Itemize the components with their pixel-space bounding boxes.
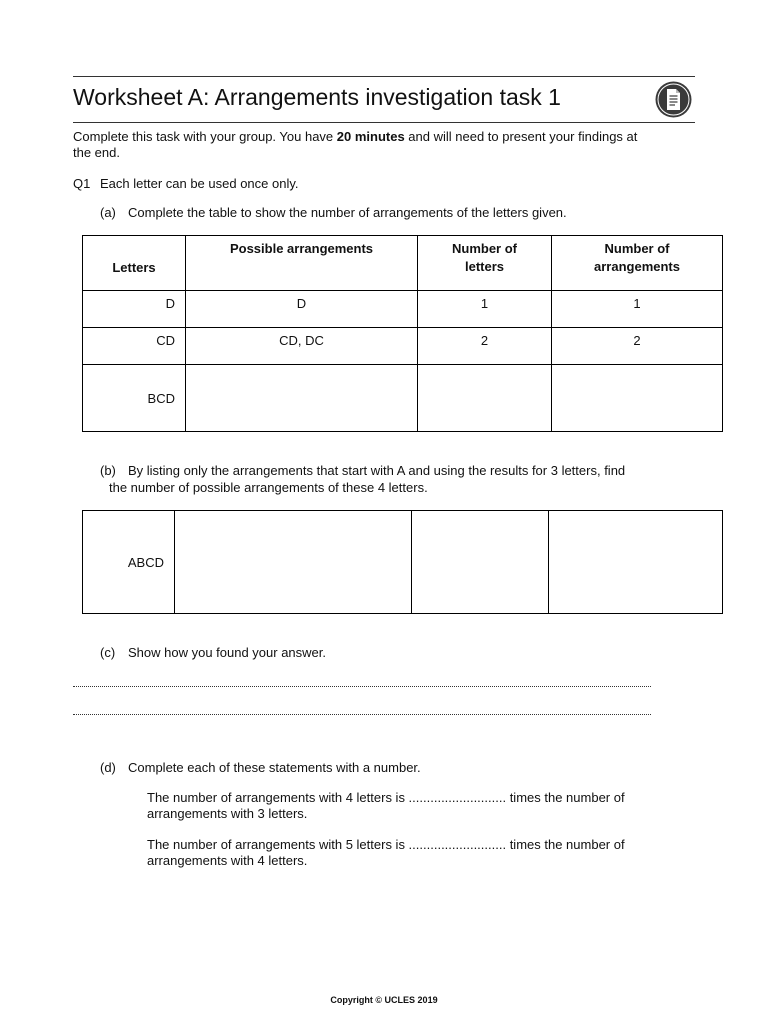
part-d-text: Complete each of these statements with a number. [128,760,421,775]
cell-number-of-letters-input[interactable] [412,511,549,614]
arrangements-table [82,235,723,432]
intro-before: Complete this task with your group. You have [73,129,337,144]
intro-bold: 20 minutes [336,129,405,144]
statement-2-line2: arrangements with 4 letters. [147,853,308,868]
header-na-line2: arrangements [594,259,680,274]
intro-after: and will need to present your findings at [404,129,638,144]
title-rule [73,122,695,123]
header-na-line1: Number of [604,241,670,256]
table-row [83,365,723,432]
cell-letters: BCD [83,365,186,432]
part-b-text-line1: By listing only the arrangements that start with A and using the results for 3 letters, find [128,463,626,478]
copyright-footer: Copyright © UCLES 2019 [330,995,438,1005]
q1-text: Each letter can be used once only. [100,176,299,191]
cell-number-of-arrangements: 2 [552,328,723,365]
cell-number-of-letters-input[interactable] [418,365,552,432]
cell-possible-input[interactable] [175,511,412,614]
part-b-label: (b) [100,463,116,478]
header-letters: Letters [83,236,186,291]
header-nl-line2: letters [464,259,505,274]
cell-possible: D [186,291,418,328]
answer-line-2[interactable] [73,714,651,715]
cell-number-of-arrangements-input[interactable] [549,511,723,614]
cell-number-of-arrangements-input[interactable] [552,365,723,432]
document-icon [655,81,692,118]
table-row [83,511,723,614]
cell-possible-input[interactable] [186,365,418,432]
answer-line-1[interactable] [73,686,651,687]
part-c-label: (c) [100,645,116,660]
part-a-label: (a) [100,205,116,220]
q1-label: Q1 [73,176,91,191]
header-possible: Possible arrangements [186,236,418,291]
intro-text [73,129,637,145]
cell-letters-abcd: ABCD [83,511,175,614]
table-row [83,328,723,365]
top-rule [73,76,695,77]
header-number-of-letters [418,236,552,291]
part-d-label: (d) [100,760,116,775]
statement-1-line1: The number of arrangements with 4 letters is ........................... times the number of [147,790,625,805]
abcd-table [82,510,723,614]
statement-1-line2: arrangements with 3 letters. [147,806,308,821]
table-row [83,291,723,328]
statement-2-line1: The number of arrangements with 5 letters is ........................... times the number of [147,837,625,852]
table-header-row [83,236,723,291]
cell-number-of-letters: 1 [418,291,552,328]
worksheet-title: Worksheet A: Arrangements investigation task 1 [73,84,561,110]
part-b-text-line2: the number of possible arrangements of these 4 letters. [109,480,428,495]
cell-number-of-letters: 2 [418,328,552,365]
cell-number-of-arrangements: 1 [552,291,723,328]
cell-possible: CD, DC [186,328,418,365]
cell-letters: D [83,291,186,328]
header-number-of-arrangements [552,236,723,291]
cell-letters: CD [83,328,186,365]
header-nl-line1: Number of [452,241,517,256]
part-a-text: Complete the table to show the number of arrangements of the letters given. [128,205,567,220]
part-c-text: Show how you found your answer. [128,645,327,660]
intro-line2: the end. [73,145,120,160]
